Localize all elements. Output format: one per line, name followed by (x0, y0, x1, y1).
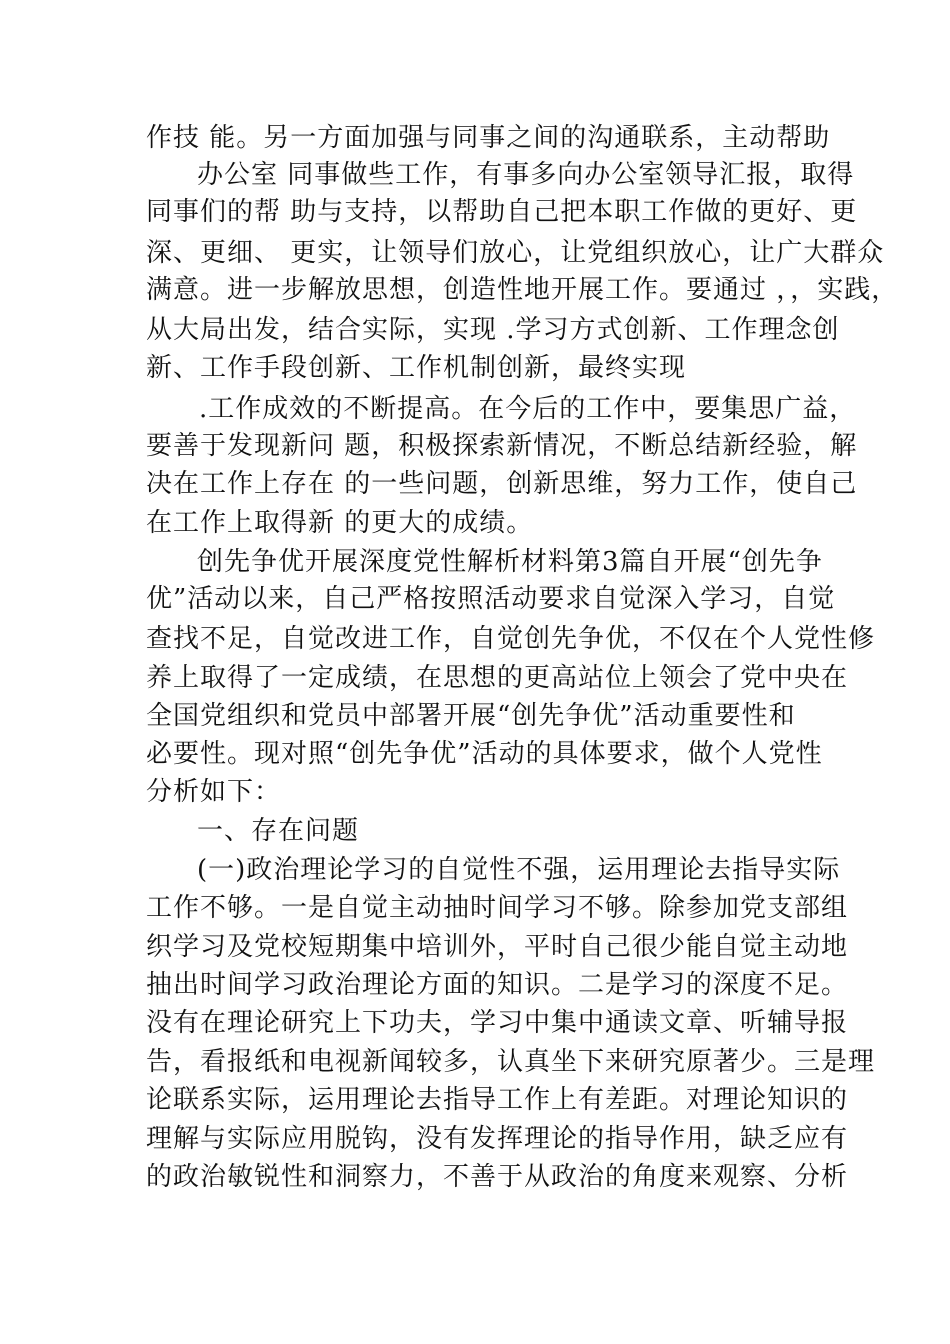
text-line: 从大局出发，结合实际，实现 .学习方式创新、工作理念创 (146, 315, 840, 345)
text-line: 在工作上取得新 的更大的成绩。 (146, 508, 534, 538)
text-line: 工作不够。一是自觉主动抽时间学习不够。除参加党支部组 (146, 893, 849, 923)
text-line: 要善于发现新问 题，积极探索新情况，不断总结新经验，解 (146, 431, 858, 461)
text-line: (一)政治理论学习的自觉性不强，运用理论去指导实际 (197, 855, 841, 885)
text-line: 办公室 同事做些工作，有事多向办公室领导汇报，取得 (197, 160, 855, 190)
text-line: 优”活动以来，自己严格按照活动要求自觉深入学习，自觉 (146, 584, 836, 614)
text-line: 查找不足，自觉改进工作，自觉创先争优，不仅在个人党性修 (146, 624, 876, 654)
text-line: 同事们的帮 助与支持，以帮助自己把本职工作做的更好、更 (146, 197, 858, 227)
text-line: 没有在理论研究上下功夫，学习中集中通读文章、听辅导报 (146, 1008, 849, 1038)
text-line: 抽出时间学习政治理论方面的知识。二是学习的深度不足。 (146, 970, 849, 1000)
text-line: 论联系实际，运用理论去指导工作上有差距。对理论知识的 (146, 1085, 849, 1115)
text-line: 新、工作手段创新、工作机制创新，最终实现 (146, 353, 687, 383)
text-line: 织学习及党校短期集中培训外，平时自己很少能自觉主动地 (146, 932, 849, 962)
text-line: 全国党组织和党员中部署开展“创先争优”活动重要性和 (146, 701, 796, 731)
text-line: .工作成效的不断提高。在今后的工作中，要集思广益， (199, 394, 857, 424)
text-line: 满意。进一步解放思想，创造性地开展工作。要通过 ，，实践， (146, 275, 899, 305)
text-line: 养上取得了一定成绩，在思想的更高站位上领会了党中央在 (146, 663, 849, 693)
text-line: 告，看报纸和电视新闻较多，认真坐下来研究原著少。三是理 (146, 1047, 876, 1077)
text-line: 创先争优开展深度党性解析材料第3篇自开展“创先争 (197, 547, 823, 577)
text-line: 分析如下： (146, 777, 282, 807)
text-line: 理解与实际应用脱钩，没有发挥理论的指导作用，缺乏应有 (146, 1124, 849, 1154)
text-line: 必要性。现对照“创先争优”活动的具体要求，做个人党性 (146, 739, 823, 769)
text-line: 深、更细、 更实，让领导们放心，让党组织放心，让广大群众 (146, 238, 885, 268)
text-line: 的政治敏锐性和洞察力，不善于从政治的角度来观察、分析 (146, 1162, 849, 1192)
text-line: 作技 能。另一方面加强与同事之间的沟通联系，主动帮助 (146, 123, 831, 153)
text-line: 决在工作上存在 的一些问题，创新思维，努力工作，使自己 (146, 469, 858, 499)
text-line: 一、存在问题 (197, 816, 360, 846)
